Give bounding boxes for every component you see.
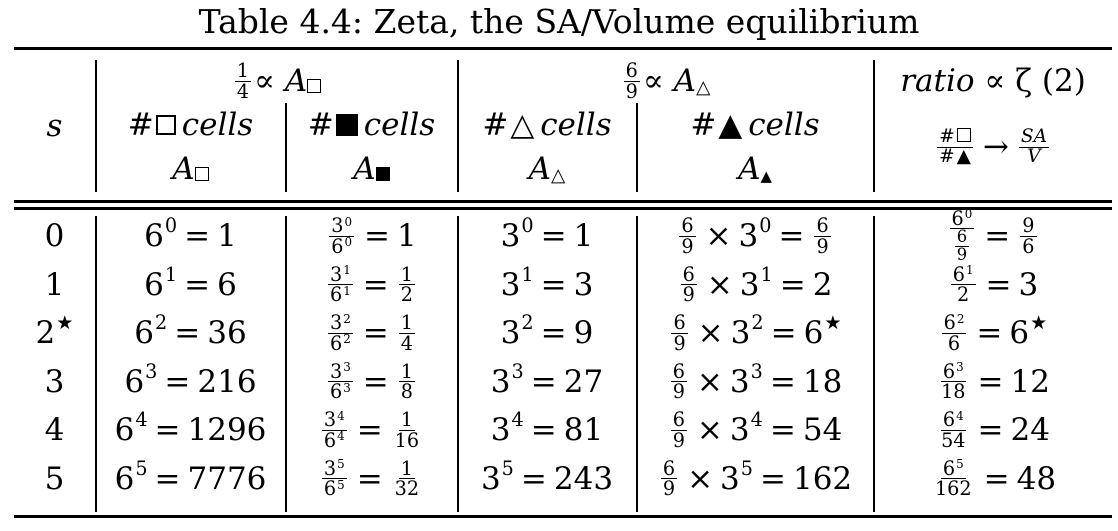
open-square-value: 7776 <box>187 460 267 497</box>
ratio-value: 12 <box>1010 363 1050 400</box>
fsq-num-base: 3 <box>330 311 343 335</box>
fraction <box>950 206 975 265</box>
fsq-value-den: 8 <box>400 380 413 404</box>
fsq-num-exp: 2 <box>343 311 351 326</box>
fraction: $\frac{6}{9}$ <box>662 456 676 501</box>
table-cell-ratio: $\frac{6^4}{54}$ = 24 <box>941 408 1050 452</box>
fraction <box>399 262 415 307</box>
header-open-square-area: A <box>96 148 285 190</box>
ratio-num-base: 6 <box>943 311 956 335</box>
open-triangle-exp: 3 <box>511 359 524 383</box>
open-triangle-base: 3 <box>500 218 521 255</box>
fsq-num-base: 3 <box>330 359 343 383</box>
filled-triangle-exp: 0 <box>759 214 772 238</box>
fraction <box>814 216 830 256</box>
table-cell-ftri: $\frac{6}{9}$ × 3 $^0$ = $\frac{6}{9}$ <box>681 214 829 258</box>
ftri-value: 18 <box>802 363 843 400</box>
filled-triangle-icon: ▲ <box>718 107 743 143</box>
fsq-value-den: 32 <box>394 477 420 501</box>
fraction: $\frac{6}{9}$ <box>681 214 694 258</box>
table-cell-ratio: $\frac{6^0}{\frac{6}{9}}$ = $\frac{9}{6}$ <box>951 206 1035 265</box>
filled-triangle-base: 3 <box>739 266 760 303</box>
header-filled-square-cells: # cells <box>307 107 436 143</box>
row-s-value: 1 <box>44 266 65 303</box>
open-triangle-base: 3 <box>480 460 501 497</box>
fraction <box>393 456 421 501</box>
ftri-value: 54 <box>802 412 843 449</box>
fraction <box>939 359 967 404</box>
fsq-num-base: 3 <box>331 214 344 238</box>
ratio-num-base: 6 <box>942 456 956 480</box>
table-cell-tri: 3 $^0$ = 1 <box>500 214 594 255</box>
fsq-num-exp: 1 <box>343 263 351 278</box>
header-s: s <box>46 108 63 144</box>
open-square-icon <box>156 115 176 135</box>
open-square-base: 6 <box>144 266 164 303</box>
header-ratio-formula: $\frac{\#}{\# ▲}$ → $\frac{SA}{V}$ <box>938 125 1048 167</box>
ftri-value-num: 6 <box>816 214 829 238</box>
ftri-value-den: 9 <box>816 234 829 258</box>
table-cell-ratio: $\frac{6^1}{2}$ = 3 <box>952 262 1039 307</box>
open-square-value: 1296 <box>187 412 267 449</box>
fsq-den-exp: 0 <box>344 235 353 250</box>
fraction: $\frac{6}{9}$ <box>672 408 685 452</box>
filled-triangle-exp: 3 <box>750 359 763 383</box>
table-cell-s <box>14 406 95 455</box>
fraction: $\frac{6}{9}$ <box>673 311 686 355</box>
header-filled-triangle-cells: # ▲ cells <box>690 107 820 143</box>
ratio-den: 6 <box>947 331 961 355</box>
filled-triangle-exp: 1 <box>760 262 773 286</box>
open-triangle-icon: △ <box>510 107 535 143</box>
table-cell-fsq: $\frac{3^2}{6^2}$ = $\frac{1}{4}$ <box>330 311 413 355</box>
open-triangle-value: 9 <box>573 315 594 352</box>
ftri-value: 162 <box>792 460 853 497</box>
table-cell-sq: 6 $^1$ = 6 <box>144 262 237 303</box>
table-cell-ratio: $\frac{6^5}{162}$ = 48 <box>934 456 1057 501</box>
fsq-den-base: 6 <box>323 428 337 452</box>
table-cell-tri: 3 $^1$ = 3 <box>500 262 594 303</box>
ratio-den: 18 <box>941 380 966 404</box>
fraction <box>1020 216 1036 256</box>
filled-triangle-icon: ▲ <box>760 167 772 185</box>
open-triangle-exp: 1 <box>521 262 534 286</box>
star-icon: ★ <box>56 311 74 335</box>
open-triangle-value: 3 <box>573 266 594 303</box>
fsq-value: 1 <box>397 218 417 255</box>
fraction <box>939 410 967 450</box>
open-square-value: 6 <box>217 266 237 303</box>
ratio-num-exp: 1 <box>965 263 974 278</box>
filled-triangle-exp: 5 <box>740 456 753 480</box>
ratio-num-exp: 5 <box>956 457 964 472</box>
table-cell-s <box>14 309 95 358</box>
filled-triangle-base: 3 <box>720 460 740 497</box>
top-rule <box>14 47 1112 50</box>
fsq-value-den: 16 <box>394 428 420 452</box>
table-cell-fsq: $\frac{3^0}{6^0}$ = 1 <box>331 214 417 258</box>
fraction <box>329 216 354 256</box>
ratio-num-exp: 4 <box>956 408 964 423</box>
open-square-value: 1 <box>217 218 237 255</box>
table-cell-sq: 6 $^2$ = 36 <box>134 311 247 352</box>
fraction <box>955 229 969 263</box>
fsq-num-exp: 4 <box>337 408 345 423</box>
ftri-value: 2 <box>812 266 833 303</box>
fsq-value-den: 4 <box>400 331 413 355</box>
open-square-icon <box>195 167 209 181</box>
fsq-value-num: 1 <box>400 262 413 286</box>
ratio-num-base: 6 <box>952 262 965 286</box>
ftri-value: 6 <box>803 315 824 352</box>
fsq-value-num: 1 <box>400 311 413 335</box>
table-caption: Table 4.4: Zeta, the SA/Volume equilibrium <box>198 2 920 41</box>
open-triangle-base: 3 <box>500 315 521 352</box>
table-cell-fsq: $\frac{3^4}{6^4}$ = $\frac{1}{16}$ <box>323 408 420 452</box>
open-triangle-exp: 0 <box>521 214 534 238</box>
fraction <box>322 456 347 501</box>
fsq-den-exp: 1 <box>343 283 351 298</box>
fsq-num-base: 3 <box>323 408 337 432</box>
row-s-value: 0 <box>44 218 65 255</box>
open-triangle-exp: 4 <box>511 408 524 432</box>
filled-triangle-icon: ▲ <box>956 145 971 167</box>
table-cell-s <box>14 261 95 310</box>
fsq-den-exp: 3 <box>343 380 351 395</box>
ratio-den: 162 <box>934 477 972 501</box>
table-cell-tri: 3 $^2$ = 9 <box>500 311 594 352</box>
fsq-den-exp: 2 <box>343 332 351 347</box>
open-square-icon <box>307 79 321 93</box>
table-cell-sq: 6 $^4$ = 1296 <box>114 408 267 449</box>
header-group-triangle: $\frac{6}{9}$ ∝ A $_\triangle$ <box>625 58 711 103</box>
ratio-value-den: 6 <box>1022 234 1035 258</box>
fsq-value-num: 1 <box>400 456 413 480</box>
open-square-value: 216 <box>197 363 257 400</box>
open-triangle-value: 1 <box>573 218 594 255</box>
header-open-triangle-area: A $_\triangle$ <box>528 151 566 187</box>
fsq-den-exp: 4 <box>337 429 345 444</box>
open-triangle-exp: 5 <box>501 456 514 480</box>
fraction <box>933 456 974 501</box>
open-triangle-icon: △ <box>551 165 566 186</box>
fsq-den-base: 6 <box>330 331 343 355</box>
open-square-exp: 1 <box>164 262 178 286</box>
table-cell-sq: 6 $^5$ = 7776 <box>114 456 267 497</box>
ratio-num-exp: 2 <box>956 311 965 326</box>
open-triangle-base: 3 <box>500 266 521 303</box>
fsq-value-num: 1 <box>400 408 413 432</box>
ratio-num-base: 6 <box>951 206 964 230</box>
open-square-exp: 4 <box>135 408 148 432</box>
ratio-num-base: 6 <box>942 359 956 383</box>
header-filled-square-area: A <box>286 148 457 190</box>
ratio-num-base: 6 <box>942 408 956 432</box>
open-triangle-exp: 2 <box>521 311 534 335</box>
fraction <box>328 313 353 353</box>
table-cell-ratio: $\frac{6^3}{18}$ = 12 <box>941 359 1050 404</box>
table-cell-ftri: $\frac{6}{9}$ × 3 $^2$ = 6 ★ <box>673 311 842 355</box>
filled-triangle-base: 3 <box>729 412 750 449</box>
header-filled-triangle-area: A $_▲$ <box>738 151 772 187</box>
fsq-num-base: 3 <box>323 456 337 480</box>
open-square-exp: 0 <box>164 214 178 238</box>
table-cell-tri: 3 $^4$ = 81 <box>490 408 604 449</box>
filled-square-icon <box>376 167 390 181</box>
ratio-den: 2 <box>957 283 970 307</box>
table-cell-fsq: $\frac{3^1}{6^1}$ = $\frac{1}{2}$ <box>330 262 413 307</box>
fraction <box>951 262 976 307</box>
filled-triangle-exp: 2 <box>751 311 764 335</box>
table-cell-tri: 3 $^3$ = 27 <box>490 359 604 400</box>
table-cell-fsq: $\frac{3^3}{6^3}$ = $\frac{1}{8}$ <box>330 359 413 404</box>
ratio-den-den: 9 <box>956 245 968 265</box>
table-cell-sq: 6 $^0$ = 1 <box>144 214 237 255</box>
row-s-value: 4 <box>44 412 65 449</box>
star-icon: ★ <box>1030 311 1048 335</box>
header-group-ratio: ratio ∝ ζ (2) <box>900 63 1086 99</box>
row-s-value: 3 <box>44 363 65 400</box>
ratio-value: 6 <box>1009 315 1030 352</box>
header-group-square: $\frac{1}{4}$ ∝ A <box>96 58 457 104</box>
table-cell-ftri: $\frac{6}{9}$ × 3 $^3$ = 18 <box>672 359 843 404</box>
header-rule-1 <box>14 200 1112 203</box>
fsq-value-num: 1 <box>400 359 413 383</box>
table-cell-s <box>14 358 95 407</box>
fsq-num-exp: 0 <box>344 214 353 229</box>
table-cell-ftri: $\frac{6}{9}$ × 3 $^1$ = 2 <box>682 262 833 307</box>
fraction <box>328 262 353 307</box>
table-cell-s <box>14 455 95 504</box>
fsq-den-exp: 5 <box>337 477 345 492</box>
fraction <box>322 410 347 450</box>
open-square-exp: 3 <box>145 359 158 383</box>
open-square-base: 6 <box>114 412 135 449</box>
open-triangle-value: 81 <box>563 412 604 449</box>
table-cell-ftri: $\frac{6}{9}$ × 3 $^5$ = 162 <box>662 456 853 501</box>
ratio-value: 3 <box>1018 266 1039 303</box>
filled-triangle-base: 3 <box>729 363 750 400</box>
open-square-base: 6 <box>134 315 155 352</box>
fsq-num-exp: 5 <box>337 457 345 472</box>
ratio-num-exp: 3 <box>956 360 964 375</box>
fraction: $\frac{6}{9}$ <box>672 359 685 404</box>
filled-square-icon <box>336 114 358 136</box>
open-square-exp: 2 <box>155 311 168 335</box>
ratio-den: 54 <box>941 428 966 452</box>
fraction: $\frac{6}{9}$ <box>682 262 695 307</box>
fsq-num-exp: 3 <box>343 360 351 375</box>
fsq-den-base: 6 <box>330 283 343 307</box>
open-triangle-value: 243 <box>553 460 614 497</box>
filled-triangle-exp: 4 <box>750 408 763 432</box>
star-icon: ★ <box>824 311 842 335</box>
table-cell-tri: 3 $^5$ = 243 <box>480 456 614 497</box>
header-open-square-cells: # cells <box>127 107 254 143</box>
open-triangle-base: 3 <box>490 412 511 449</box>
table-cell-sq: 6 $^3$ = 216 <box>124 359 257 400</box>
open-square-exp: 5 <box>135 456 148 480</box>
open-square-icon <box>957 128 971 142</box>
header-open-triangle-cells: # △ cells <box>482 107 612 143</box>
row-s-value: 2 <box>35 315 56 352</box>
fsq-den-base: 6 <box>331 234 344 258</box>
filled-triangle-base: 3 <box>730 315 751 352</box>
ratio-value: 24 <box>1010 412 1050 449</box>
fsq-value-den: 2 <box>400 283 413 307</box>
ratio-value-num: 9 <box>1022 214 1035 238</box>
table-cell-ftri: $\frac{6}{9}$ × 3 $^4$ = 54 <box>672 408 843 452</box>
open-square-base: 6 <box>114 460 135 497</box>
fsq-den-base: 6 <box>330 380 343 404</box>
table-cell-ratio: $\frac{6^2}{6}$ = 6 ★ <box>943 311 1048 355</box>
open-triangle-base: 3 <box>490 363 511 400</box>
fraction <box>328 359 353 404</box>
fsq-den-base: 6 <box>323 477 337 501</box>
row-s-value: 5 <box>44 460 65 497</box>
ratio-value: 48 <box>1016 460 1057 497</box>
filled-triangle-base: 3 <box>738 218 759 255</box>
fsq-num-base: 3 <box>330 262 343 286</box>
open-square-value: 36 <box>207 315 247 352</box>
fraction <box>942 313 967 353</box>
fraction <box>399 359 415 404</box>
open-square-base: 6 <box>144 218 164 255</box>
open-triangle-icon: △ <box>696 77 711 98</box>
header-rule-2 <box>14 207 1112 210</box>
fraction <box>399 313 415 353</box>
bottom-rule <box>14 515 1112 518</box>
table-cell-s <box>14 212 95 261</box>
open-triangle-value: 27 <box>563 363 604 400</box>
ratio-den-num: 6 <box>956 227 968 247</box>
fraction <box>393 410 421 450</box>
ratio-num-exp: 0 <box>964 207 973 222</box>
open-square-base: 6 <box>124 363 145 400</box>
table-cell-fsq: $\frac{3^5}{6^5}$ = $\frac{1}{32}$ <box>323 456 420 501</box>
